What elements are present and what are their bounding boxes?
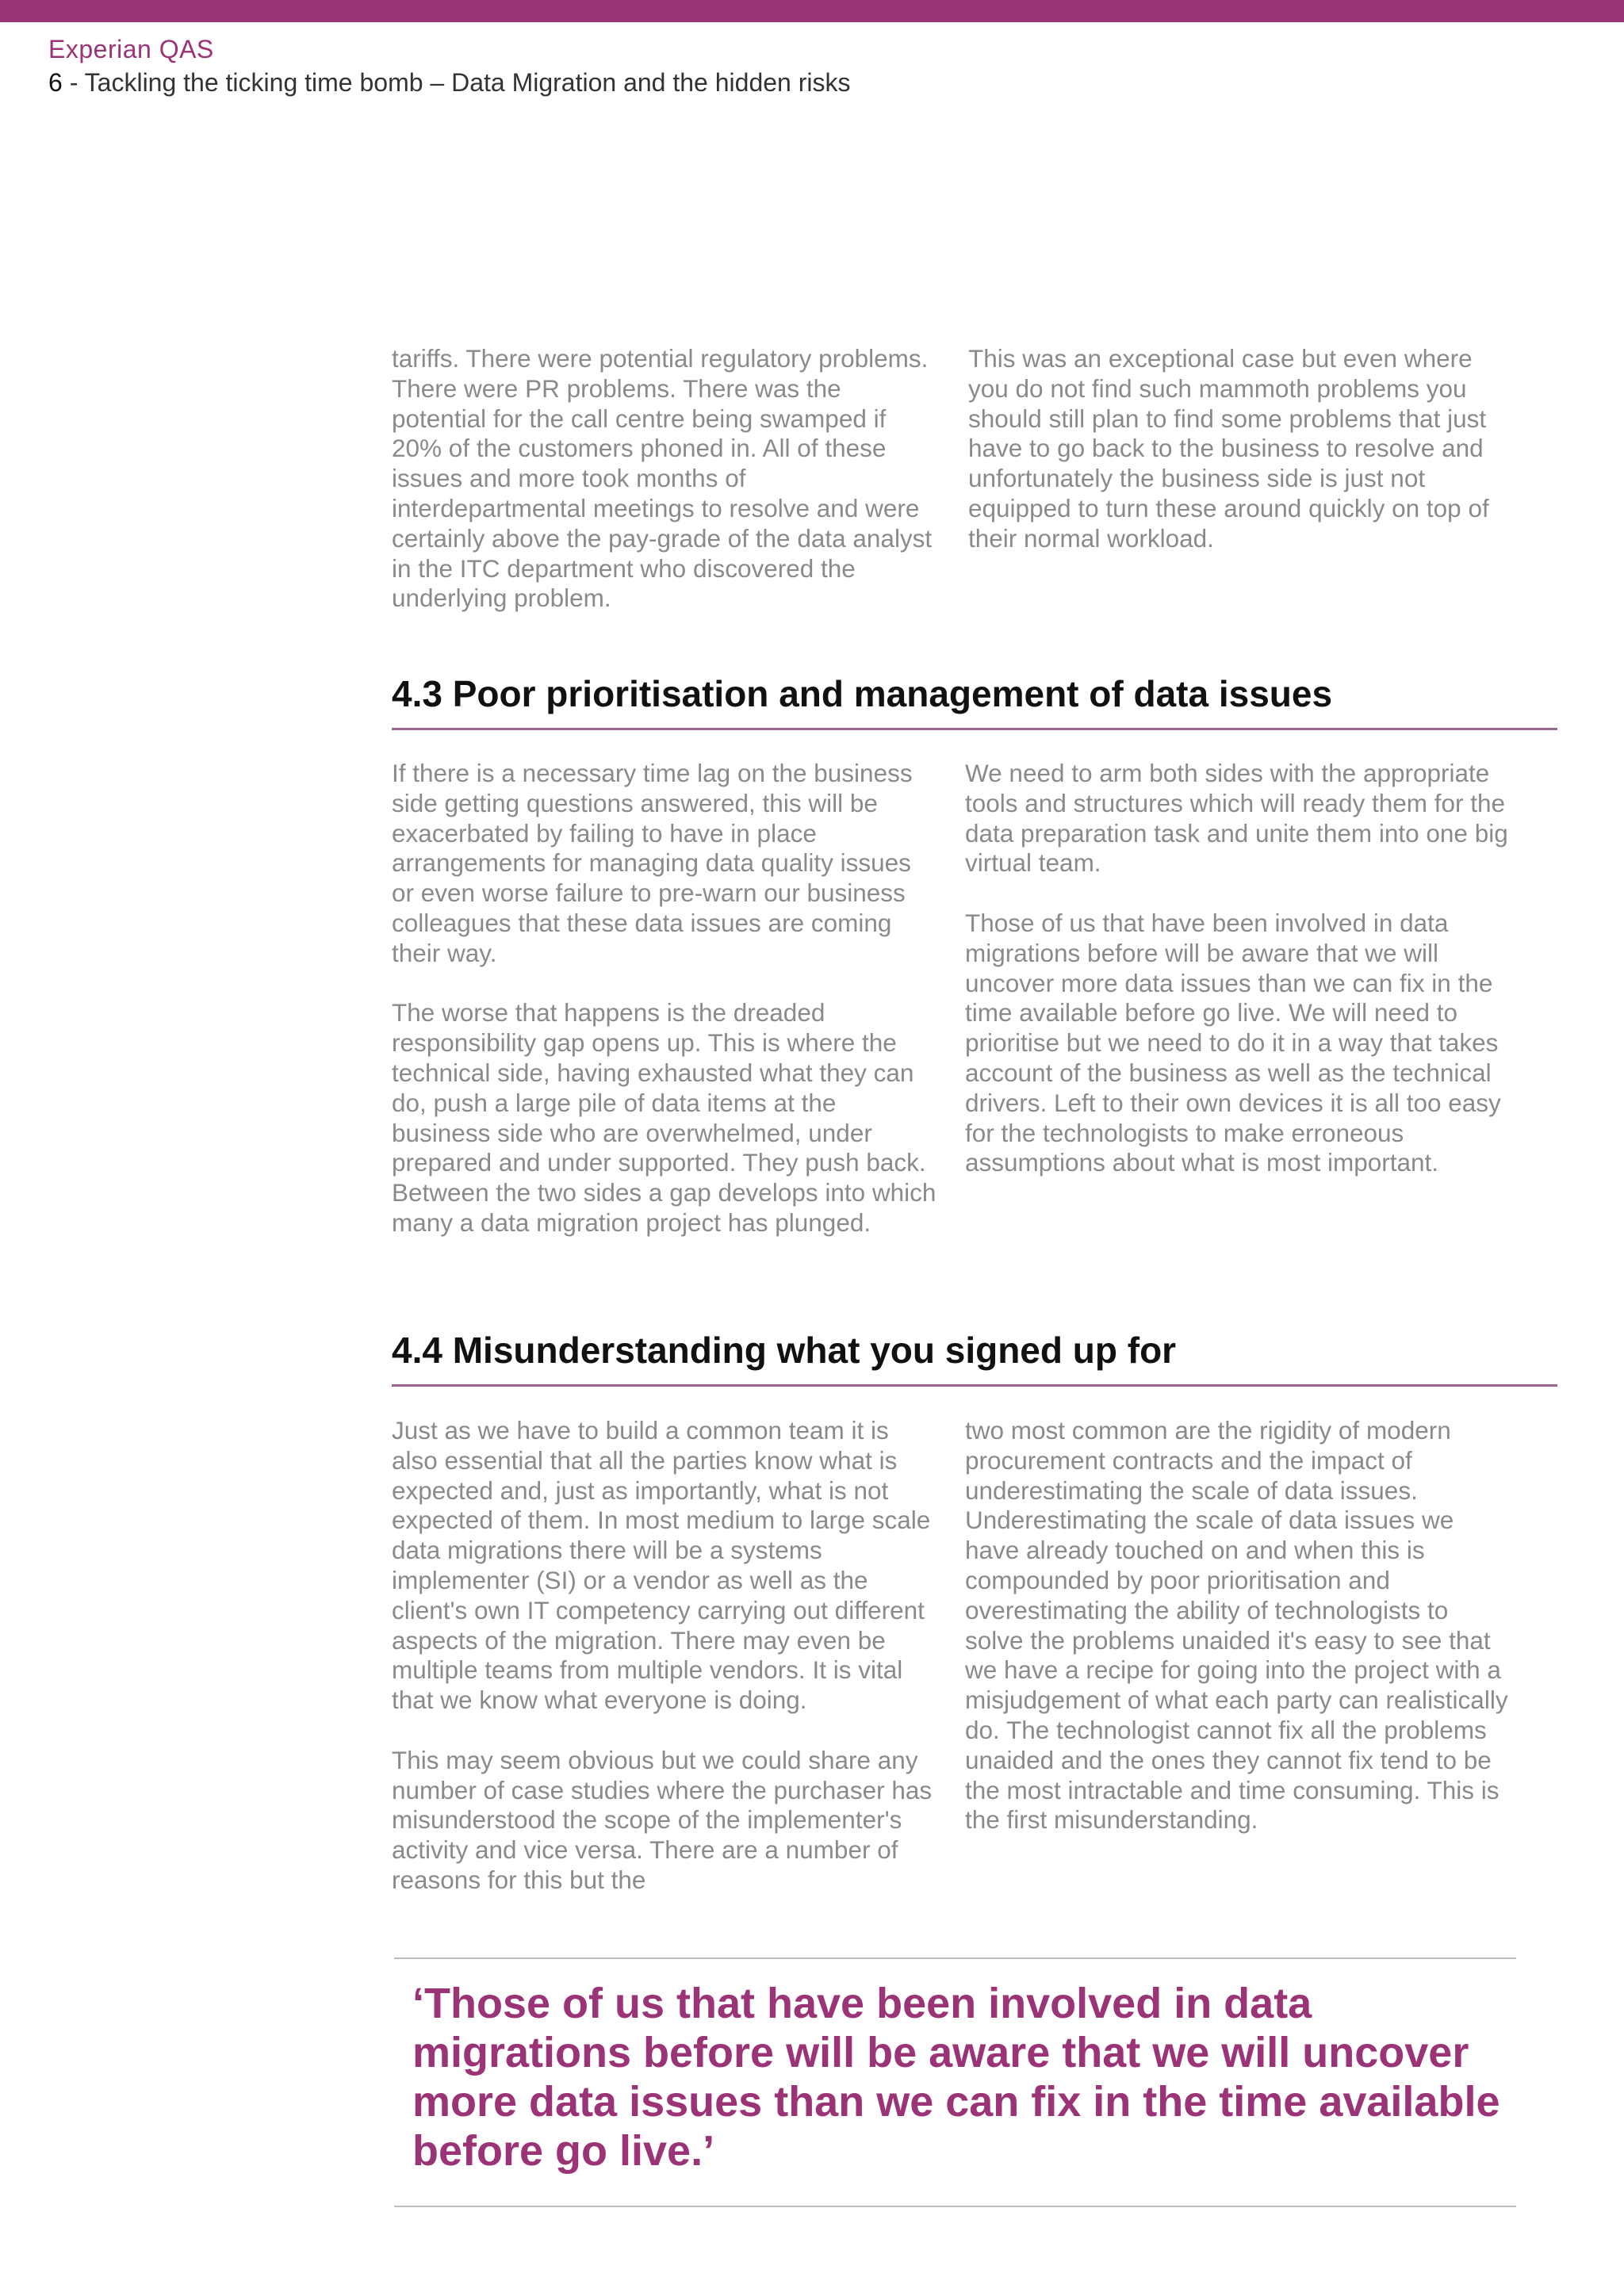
section-heading-4-4: 4.4 Misunderstanding what you signed up for	[392, 1330, 1177, 1371]
paragraph: If there is a necessary time lag on the business side getting questions answered, this will be exacerbated by failing to have in place arrangements for managing data quality issues or even worse failure to pre-warn our business colleagues that these data issues are coming their way.	[392, 759, 913, 967]
section-4-4-right-column	[965, 1416, 1512, 1835]
paragraph: Just as we have to build a common team it is also essential that all the parties know what is expected and, just as importantly, what is not expected of them. In most medium to large scale data migrations there will be a systems implementer (SI) or a vendor as well as the client's own IT competency carrying out different aspects of the migration. There may even be multiple teams from multiple vendors. It is vital that we know what everyone is doing.	[392, 1416, 931, 1715]
section-divider	[392, 1384, 1557, 1387]
paragraph: This was an exceptional case but even where you do not find such mammoth problems you should still plan to find some problems that just have to go back to the business to resolve and unfortunately the business side is just not equipped to turn these around quickly on top of their normal workload.	[968, 344, 1489, 553]
quote-bottom-rule	[394, 2206, 1516, 2207]
intro-right-column	[968, 344, 1515, 554]
paragraph: two most common are the rigidity of modern procurement contracts and the impact of underestimating the scale of data issues. Underestimating the scale of data issues we have already touched on and when this is compounded by poor prioritisation and overestimating the ability of technologists to solve the problems unaided it's easy to see that we have a recipe for going into the project with a misjudgement of what each party can realistically do. The technologist cannot fix all the problems unaided and the ones they cannot fix tend to be the most intractable and time consuming. This is the first misunderstanding.	[965, 1416, 1508, 1835]
document-title-text: - Tackling the ticking time bomb – Data Migration and the hidden risks	[62, 68, 851, 97]
section-heading-4-3: 4.3 Poor prioritisation and management of data issues	[392, 673, 1333, 714]
paragraph: This may seem obvious but we could share any number of case studies where the purchaser has misunderstood the scope of the implementer's activity and vice versa. There are a number of reasons for this but the	[392, 1745, 933, 1894]
top-accent-bar	[0, 0, 1624, 22]
paragraph: tariffs. There were potential regulatory problems. There were PR problems. There was the potential for the call centre being swamped if 20% of the customers phoned in. All of these issues and more took months of interdepartmental meetings to resolve and were certainly above the pay-grade of the data analyst in the ITC department who discovered the underlying problem.	[392, 344, 933, 613]
section-4-4-left-column	[392, 1416, 939, 1896]
intro-left-column	[392, 344, 939, 614]
quote-top-rule	[394, 1957, 1516, 1959]
section-divider	[392, 728, 1557, 730]
paragraph: Those of us that have been involved in data migrations before will be aware that we will uncover more data issues than we can fix in the time available before go live. We will need to prioritise but we need to do it in a way that takes account of the business as well as the technical drivers. Left to their own devices it is all too easy for the technologists to make erroneous assumptions about what is most important.	[965, 908, 1501, 1177]
brand-name: Experian QAS	[48, 35, 214, 63]
paragraph: The worse that happens is the dreaded responsibility gap opens up. This is where the technical side, having exhausted what they can do, push a large pile of data items at the business side who are overwhelmed, under prepared and under supported. They push back. Between the two sides a gap develops into which many a data migration project has plunged.	[392, 998, 936, 1237]
section-4-3-left-column	[392, 759, 939, 1238]
page-number: 6	[48, 68, 63, 97]
section-4-3-right-column	[965, 759, 1512, 1178]
pull-quote: ‘Those of us that have been involved in data migrations before will be aware that we will uncover more data issues than we can fix in the time available before go live.’	[412, 1980, 1500, 2175]
paragraph: We need to arm both sides with the appropriate tools and structures which will ready them for the data preparation task and unite them into one big virtual team.	[965, 759, 1508, 878]
document-title	[48, 68, 850, 98]
